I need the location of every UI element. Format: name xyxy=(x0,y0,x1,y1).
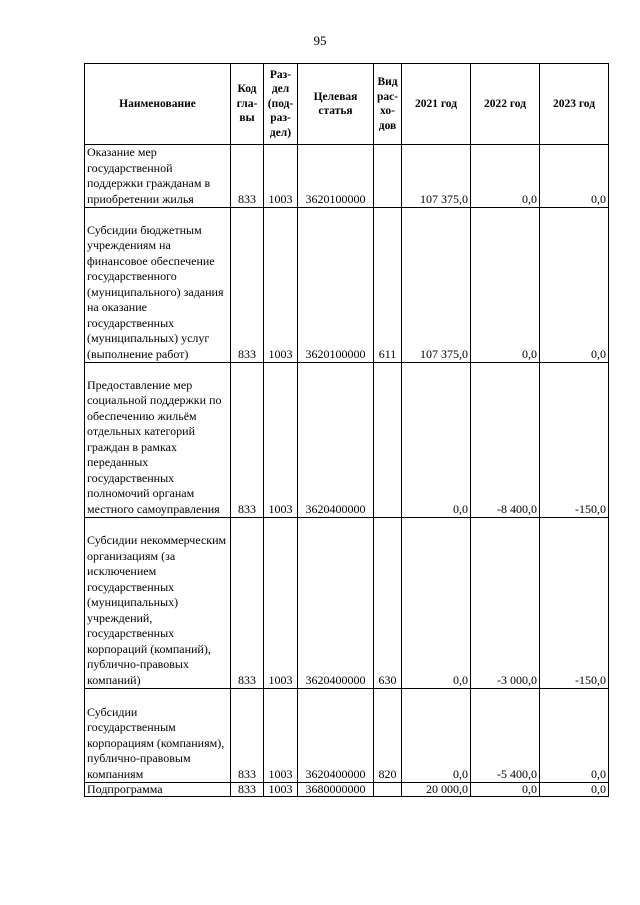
header-row xyxy=(85,64,609,145)
row-name: Предоставление мер социальной поддержки по обеспечению жильём отдельных категорий граждан в рамках переданных государственных полномочий органам местного самоуправления xyxy=(85,363,231,518)
row-value-2021: 107 375,0 xyxy=(402,208,471,363)
row-expense-kind: 820 xyxy=(374,689,402,783)
table-row xyxy=(85,783,609,797)
row-name: Субсидии некоммерческим организациям (за исключением государственных (муниципальных) учреждений, государственных корпораций (компаний), публично-правовых компаний) xyxy=(85,518,231,689)
row-section: 1003 xyxy=(264,689,298,783)
row-expense-kind: 611 xyxy=(374,208,402,363)
row-value-2021: 20 000,0 xyxy=(402,783,471,797)
row-target-article: 3620400000 xyxy=(298,689,374,783)
header-expense-kind: Вид рас-хо-дов xyxy=(374,64,402,145)
header-year-2021: 2021 год xyxy=(402,64,471,145)
row-expense-kind xyxy=(374,783,402,797)
row-section: 1003 xyxy=(264,145,298,208)
row-value-2023: 0,0 xyxy=(540,783,609,797)
row-value-2023: 0,0 xyxy=(540,145,609,208)
row-target-article: 3620100000 xyxy=(298,208,374,363)
row-value-2022: -5 400,0 xyxy=(471,689,540,783)
header-name: Наименование xyxy=(85,64,231,145)
row-value-2022: 0,0 xyxy=(471,208,540,363)
budget-table xyxy=(84,63,609,797)
row-name: Подпрограмма xyxy=(85,783,231,797)
row-value-2021: 0,0 xyxy=(402,689,471,783)
table-row xyxy=(85,145,609,208)
row-section: 1003 xyxy=(264,518,298,689)
row-chapter-code: 833 xyxy=(231,145,264,208)
row-chapter-code: 833 xyxy=(231,363,264,518)
row-target-article: 3620400000 xyxy=(298,518,374,689)
header-year-2023: 2023 год xyxy=(540,64,609,145)
table-row xyxy=(85,363,609,518)
table-row xyxy=(85,689,609,783)
table-row xyxy=(85,208,609,363)
row-value-2022: 0,0 xyxy=(471,145,540,208)
row-value-2021: 107 375,0 xyxy=(402,145,471,208)
row-value-2022: -8 400,0 xyxy=(471,363,540,518)
page-number: 95 xyxy=(313,33,327,48)
row-target-article: 3680000000 xyxy=(298,783,374,797)
header-section: Раз-дел (под-раз-дел) xyxy=(264,64,298,145)
row-target-article: 3620100000 xyxy=(298,145,374,208)
row-value-2023: -150,0 xyxy=(540,518,609,689)
row-value-2023: 0,0 xyxy=(540,689,609,783)
row-target-article: 3620400000 xyxy=(298,363,374,518)
header-year-2022: 2022 год xyxy=(471,64,540,145)
row-chapter-code: 833 xyxy=(231,208,264,363)
row-value-2023: 0,0 xyxy=(540,208,609,363)
row-section: 1003 xyxy=(264,363,298,518)
row-value-2021: 0,0 xyxy=(402,518,471,689)
row-expense-kind xyxy=(374,363,402,518)
row-chapter-code: 833 xyxy=(231,518,264,689)
header-chapter-code: Код гла-вы xyxy=(231,64,264,145)
table-row xyxy=(85,518,609,689)
row-value-2022: 0,0 xyxy=(471,783,540,797)
row-section: 1003 xyxy=(264,208,298,363)
row-value-2023: -150,0 xyxy=(540,363,609,518)
row-name: Субсидии бюджетным учреждениям на финансовое обеспечение государственного (муниципального) задания на оказание государственных (муниципальных) услуг (выполнение работ) xyxy=(85,208,231,363)
row-chapter-code: 833 xyxy=(231,783,264,797)
row-chapter-code: 833 xyxy=(231,689,264,783)
row-section: 1003 xyxy=(264,783,298,797)
row-value-2022: -3 000,0 xyxy=(471,518,540,689)
header-target-article: Целевая статья xyxy=(298,64,374,145)
row-value-2021: 0,0 xyxy=(402,363,471,518)
row-name: Субсидии государственным корпорациям (компаниям), публично-правовым компаниям xyxy=(85,689,231,783)
row-name: Оказание мер государственной поддержки гражданам в приобретении жилья xyxy=(85,145,231,208)
row-expense-kind: 630 xyxy=(374,518,402,689)
row-expense-kind xyxy=(374,145,402,208)
